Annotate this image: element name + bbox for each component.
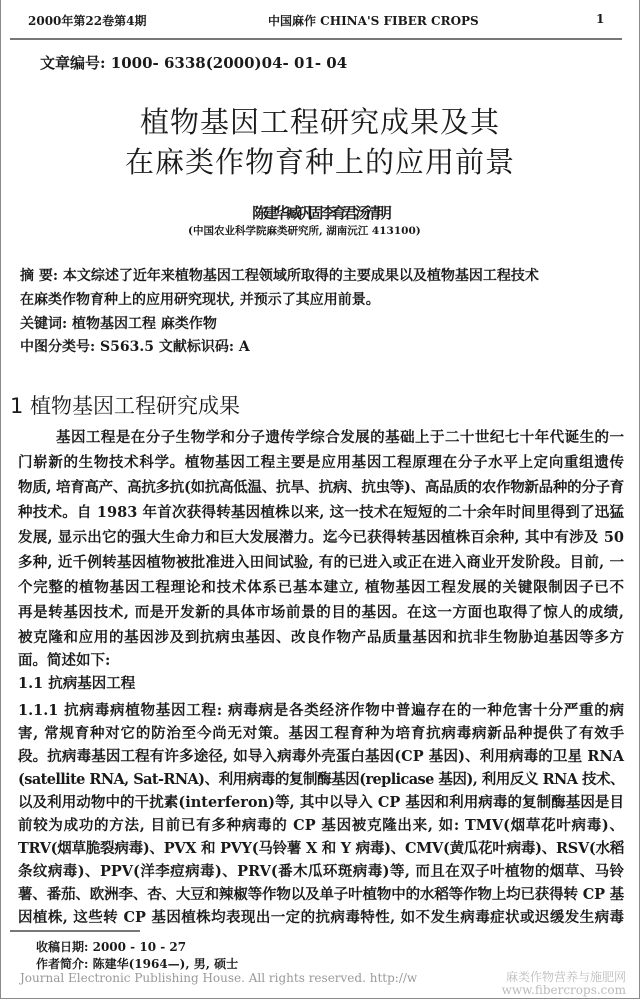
body-line: 发展, 显示出它的强大生命力和巨大发展潜力。迄今已获得转基因植株百余种, 其中有涉及 50: [18, 529, 624, 546]
footnote-rule: [10, 930, 140, 932]
copyright-notice: Journal Electronic Publishing House. All rights reserved. http://w: [20, 971, 418, 985]
abstract-line: 在麻类作物育种上的应用研究现状, 并预示了其应用前景。: [20, 292, 380, 308]
header-rule: [10, 38, 622, 40]
body-line: 因植株, 这些转 CP 基因植株均表现出一定的抗病毒特性, 如不发生病毒症状或迟缓发生病毒: [18, 909, 624, 926]
title-line-2: 在麻类作物育种上的应用前景: [124, 145, 515, 179]
watermark-url: www.fibercrops.com: [501, 983, 626, 997]
body-line: 以及利用动物中的干扰素(interferon)等, 其中以导入 CP 基因和利用病毒的复制酶基因是目: [18, 794, 624, 811]
section-heading-1: 1 植物基因工程研究成果: [10, 394, 241, 418]
body-line: 种技术。自 1983 年首次获得转基因植株以来, 这一技术在短短的二十余年时间里得到了迅猛: [18, 504, 624, 521]
body-line: 段。抗病毒基因工程有许多途径, 如导入病毒外壳蛋白基因(CP 基因)、利用病毒的卫星 RNA: [18, 748, 624, 765]
body-line: 个完整的植物基因工程理论和技术体系已基本建立, 植物基因工程发展的关键限制因子已不: [18, 579, 624, 596]
issue-info: 2000年第22卷第4期: [28, 14, 147, 28]
authors: 陈建华 臧巩固 李育君 汤清明: [252, 204, 388, 222]
body-line: 1.1.1 抗病毒病植物基因工程: 病毒病是各类经济作物中普遍存在的一种危害十分严重的病: [18, 702, 624, 719]
body-line: 物质, 培育高产、高抗多抗(如抗高低温、抗旱、抗病、抗虫等)、高品质的农作物新品种的分子育: [18, 479, 624, 496]
title-line-1: 植物基因工程研究成果及其: [139, 105, 500, 139]
article-number: 文章编号: 1000- 6338(2000)04- 01- 04: [40, 54, 348, 72]
body-line: 条纹病毒)、PPV(洋李痘病毒)、PRV(番木瓜环斑病毒)等, 而且在双子叶植物的烟草、马铃: [18, 863, 624, 880]
journal-name: 中国麻作 CHINA'S FIBER CROPS: [268, 14, 479, 28]
affiliation: (中国农业科学院麻类研究所, 湖南沅江 413100): [188, 225, 421, 237]
body-line: 害, 常规育种对它的防治至今尚无对策。基因工程育种为培育抗病毒病新品种提供了有效手: [18, 725, 624, 742]
body-line: 被克隆和应用的基因涉及到抗病虫基因、改良作物产品质量基因和抗非生物胁迫基因等多方: [18, 629, 624, 646]
body-line: 门崭新的生物技术科学。植物基因工程主要是应用基因工程原理在分子水平上定向重组遗传: [18, 454, 624, 471]
abstract-line: 摘 要: 本文综述了近年来植物基因工程领域所取得的主要成果以及植物基因工程技术: [20, 268, 539, 284]
body-line: 面。简述如下:: [18, 652, 111, 669]
body-line: (satellite RNA, Sat-RNA)、利用病毒的复制酶基因(replicase 基因), 利用反义 RNA 技术、: [18, 771, 624, 788]
page-number: 1: [596, 12, 605, 26]
body-line: 再是转基因技术, 而是开发新的具体市场前景的目的基因。在这一方面也取得了惊人的成绩,: [18, 604, 624, 621]
classification: 中图分类号: S563.5 文献标识码: A: [20, 339, 250, 355]
body-line: 多种, 近千例转基因植物被批准进入田间试验, 有的已进入或正在进入商业开发阶段。目前, 一: [18, 554, 624, 571]
keywords: 关键词: 植物基因工程 麻类作物: [20, 316, 217, 332]
watermark-site-name: 麻类作物营养与施肥网: [505, 970, 626, 984]
body-line: 基因工程是在分子生物学和分子遗传学综合发展的基础上于二十世纪七十年代诞生的一: [56, 429, 624, 446]
body-line: 前较为成功的方法, 目前已有多种病毒的 CP 基因被克隆出来, 如: TMV(烟草花叶病毒)、: [18, 817, 624, 834]
author-bio: 作者简介: 陈建华(1964—), 男, 硕士: [36, 957, 239, 971]
received-date: 收稿日期: 2000 - 10 - 27: [36, 940, 187, 954]
body-line: 薯、番茄、欧洲李、杏、大豆和辣椒等作物以及单子叶植物中的水稻等作物上均已获得转 CP 基: [18, 886, 624, 903]
section-heading-1-1: 1.1 抗病基因工程: [18, 675, 136, 692]
body-line: TRV(烟草脆裂病毒)、PVX 和 PVY(马铃薯 X 和 Y 病毒)、CMV(黄瓜花叶病毒)、RSV(水稻: [18, 840, 624, 857]
